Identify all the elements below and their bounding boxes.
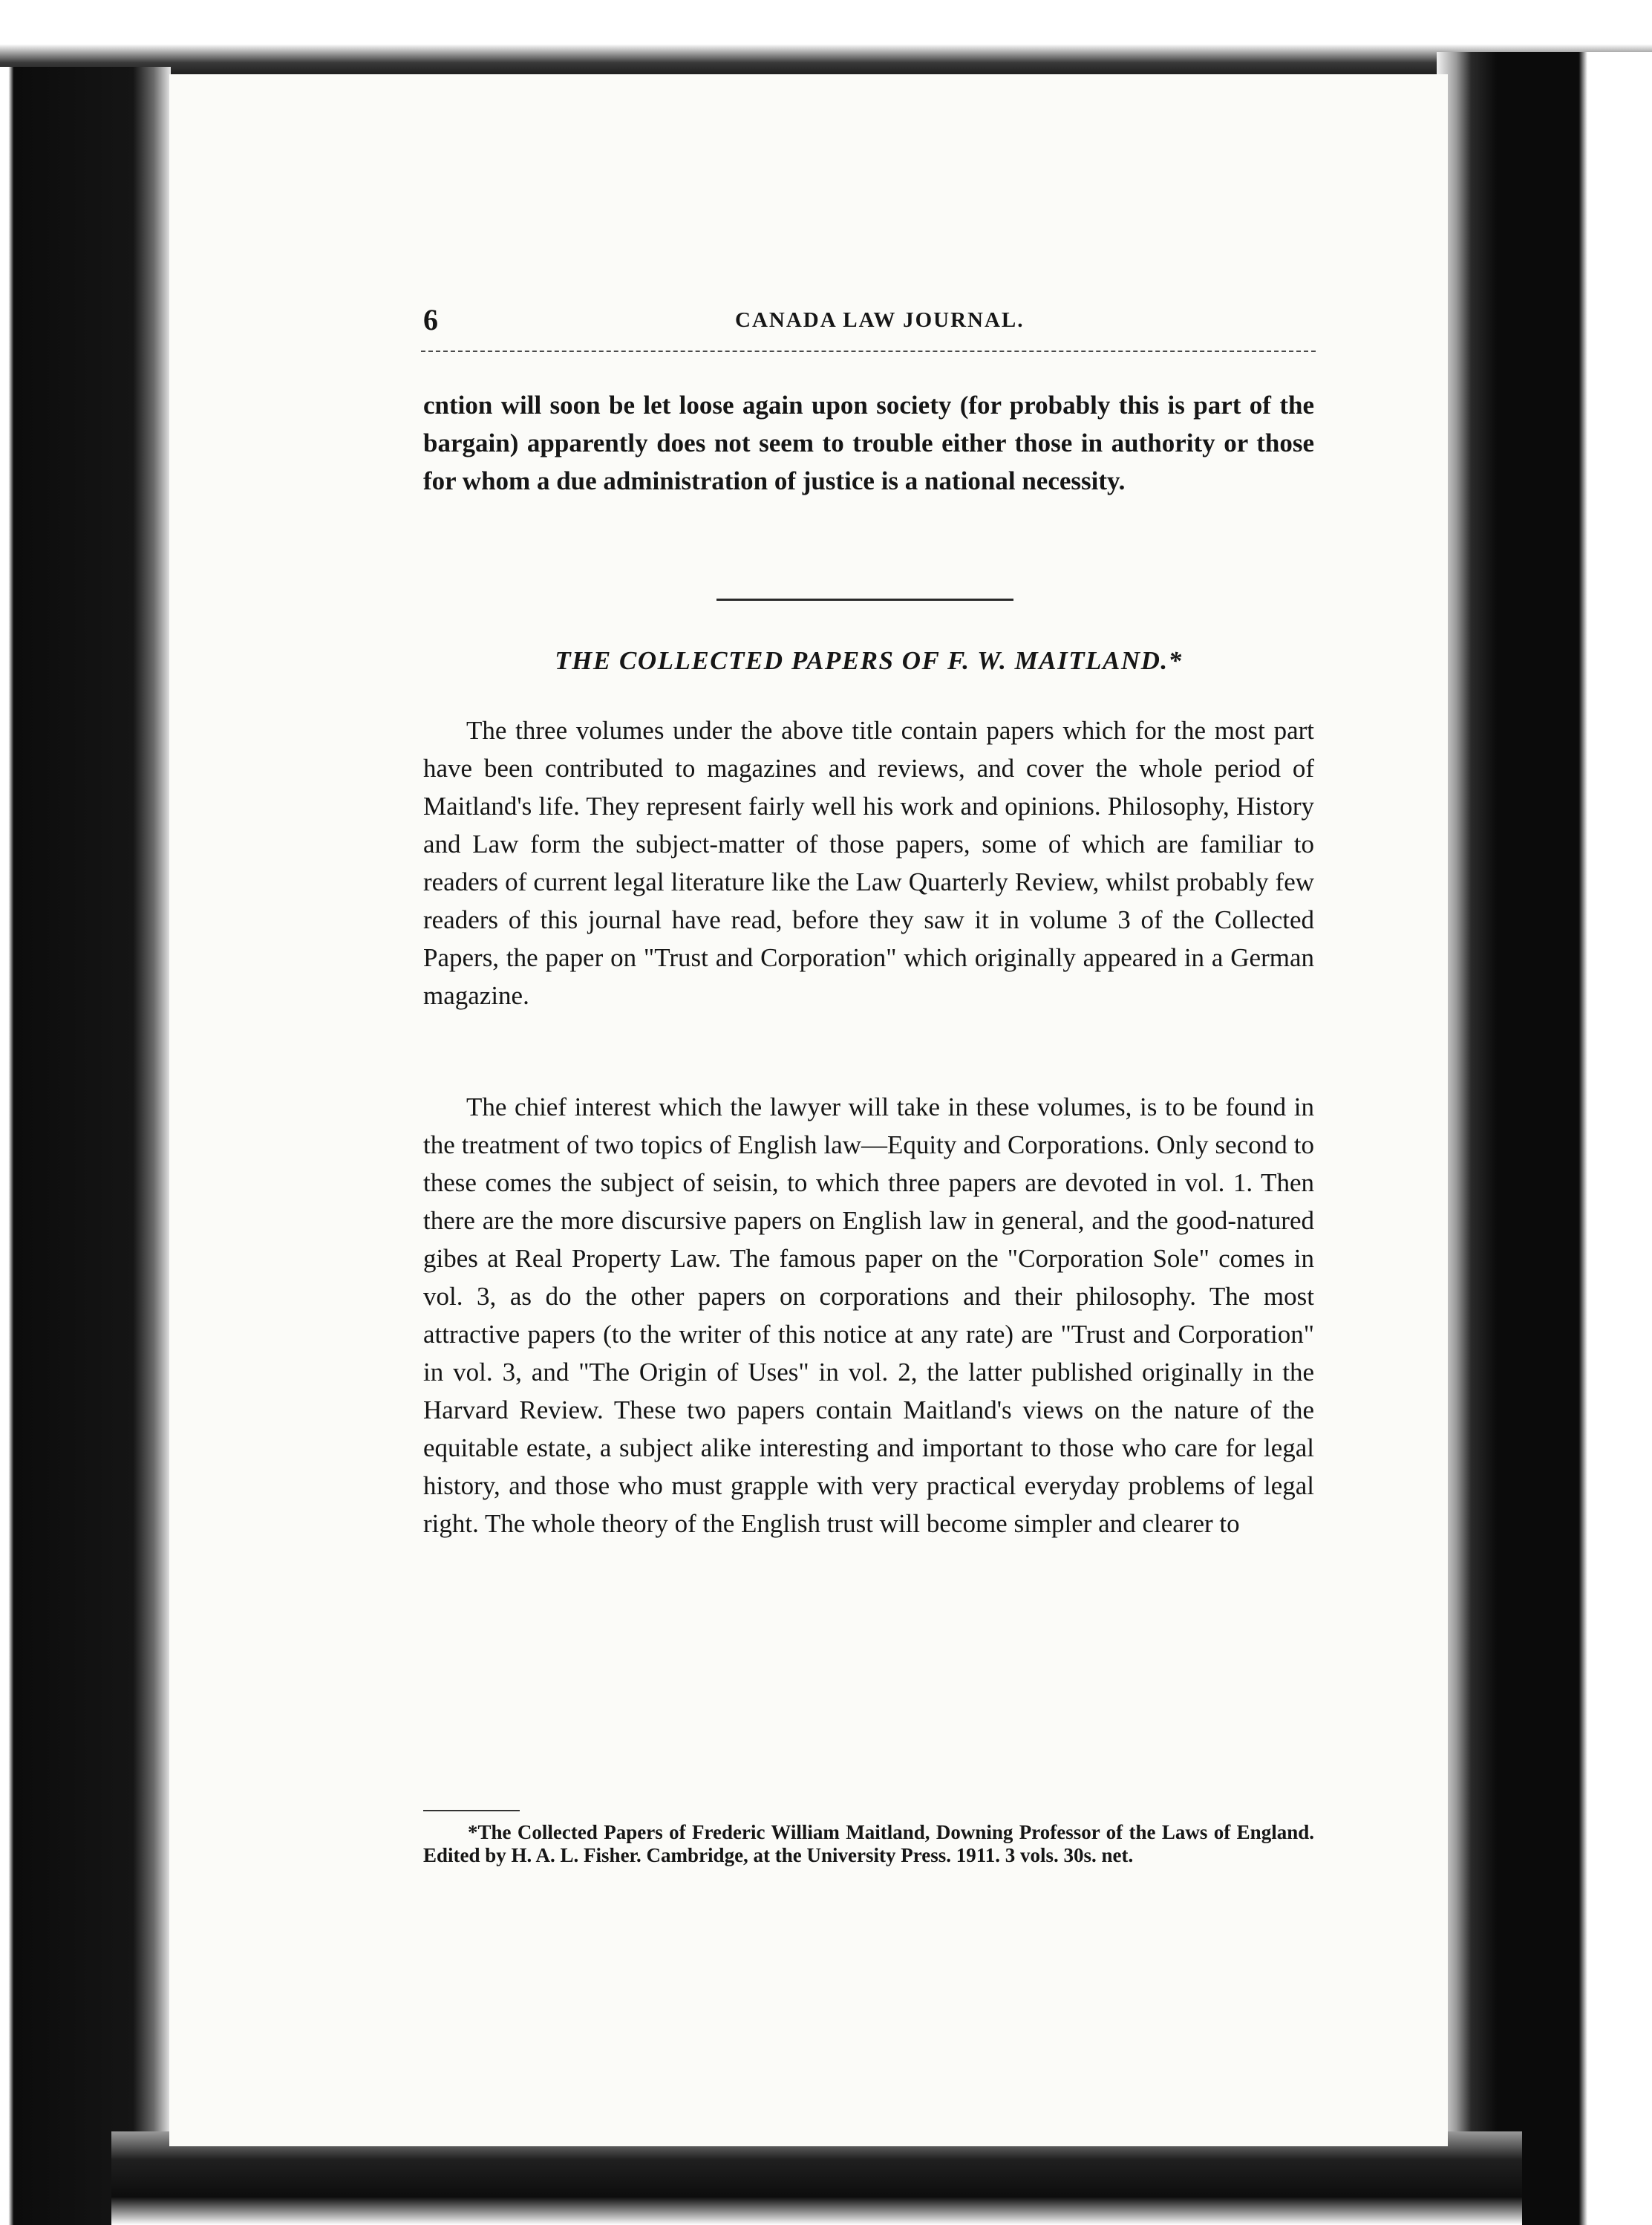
article-title: THE COLLECTED PAPERS OF F. W. MAITLAND.*	[555, 646, 1183, 675]
body-paragraph-1-text: The three volumes under the above title contain papers which for the most part have been contributed to magazines and reviews, and cover the whole period of Maitland's life. They represent fairly well his work and opinions. Philosophy, History and Law form the subject-matter of those papers, some of which are familiar to readers of current legal literature like the Law Quarterly Review, whilst probably few readers of this journal have read, before they saw it in volume 3 of the Collected Papers, the paper on "Trust and Corporation" which originally appeared in a German magazine.	[423, 716, 1314, 1010]
header-rule	[421, 351, 1316, 352]
body-paragraph-1	[423, 711, 1314, 1014]
footnote	[423, 1821, 1314, 1867]
continuation-text: cntion will soon be let loose again upon society (for probably this is part of the bargain) apparently does not seem to trouble either those in authority or those for whom a due administration of justice is a national necessity.	[423, 391, 1314, 495]
footnote-rule	[423, 1810, 520, 1811]
body-paragraph-2-text: The chief interest which the lawyer will take in these volumes, is to be found in the treatment of two topics of English law—Equity and Corporations. Only second to these comes the subject of seisin, to which three papers are devoted in vol. 1. Then there are the more discursive papers on English law in general, and the good-natured gibes at Real Property Law. The famous paper on the "Corporation Sole" comes in vol. 3, as do the other papers on corporations and their philosophy. The most attractive papers (to the writer of this notice at any rate) are "Trust and Corporation" in vol. 3, and "The Origin of Uses" in vol. 2, the latter published originally in the Harvard Review. These two papers contain Maitland's views on the nature of the equitable estate, a subject alike interesting and important to those who care for legal history, and those who must grapple with very practical everyday problems of legal right. The whole theory of the English trust will become simpler and clearer to	[423, 1092, 1314, 1538]
continuation-paragraph	[423, 386, 1314, 500]
running-head	[423, 302, 1314, 347]
footnote-text: *The Collected Papers of Frederic William Maitland, Downing Professor of the Laws of England. Edited by H. A. L. Fisher. Cambridge, at the University Press. 1911. 3 vols. 30s. net.	[423, 1821, 1314, 1866]
section-separator	[716, 599, 1013, 601]
body-paragraph-2	[423, 1088, 1314, 1542]
page-number: 6	[423, 303, 438, 336]
journal-title: CANADA LAW JOURNAL.	[735, 308, 1025, 332]
